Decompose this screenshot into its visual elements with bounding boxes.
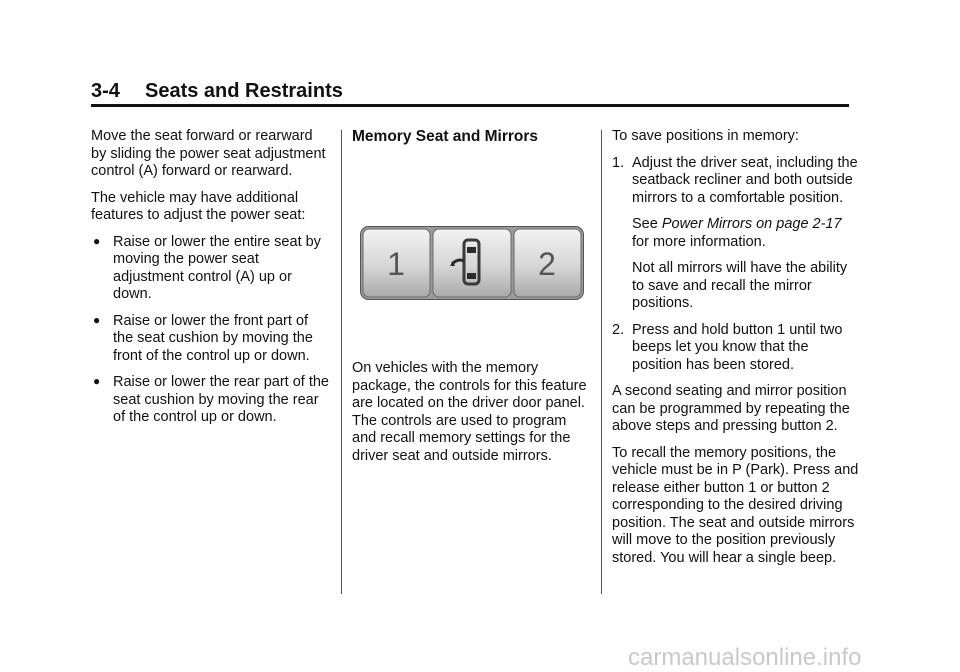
save-steps-list [612, 155, 862, 375]
step-number: 1. [612, 154, 625, 171]
section-heading: Memory Seat and Mirrors [352, 128, 539, 145]
watermark: carmanualsonline.info [628, 644, 862, 671]
column-3 [612, 128, 862, 576]
column-1 [91, 128, 331, 436]
page-title: Seats and Restraints [145, 80, 343, 102]
memory-description [352, 360, 592, 474]
list-item: 1. Adjust the driver seat, including the seatback recliner and both outside mirrors to a comfortable position. See Power Mirrors on page 2-17 for more information. Not all mirrors will have the ability to save and recall the mirror positions. [612, 154, 858, 311]
recall-text: To recall the memory positions, the vehicle must be in P (Park). Press and release either button 1 or button 2 corresponding to the desired driving position. The seat and outside mirrors will move to the position previously stored. You will hear a single beep. [612, 444, 859, 566]
memory-button-1[interactable] [363, 229, 430, 297]
list-item: ● Raise or lower the front part of the seat cushion by moving the front of the control up or down. [93, 312, 313, 364]
second-position-text: A second seating and mirror position can be programmed by repeating the above steps and pressing button 2. [612, 383, 850, 434]
step-number: 2. [612, 321, 625, 338]
memory-set-button[interactable] [433, 229, 511, 297]
seat-intro-text: Move the seat forward or rearward by sliding the power seat adjustment control (A) forward or rearward. [91, 128, 326, 179]
memory-body-text: On vehicles with the memory package, the controls for this feature are located on the driver door panel. The controls are used to program and recall memory settings for the driver seat and outside mirrors. [352, 360, 587, 464]
column-divider-1 [341, 130, 342, 594]
header-rule [91, 104, 849, 107]
section-number: 3-4 [91, 80, 120, 102]
button-label-2: 2 [538, 246, 556, 282]
save-intro-text: To save positions in memory: [612, 128, 799, 144]
list-item: ● Raise or lower the rear part of the seat cushion by moving the rear of the control up or down. [93, 374, 329, 425]
bullet-icon: ● [93, 233, 101, 248]
cross-reference-link[interactable]: Power Mirrors on page 2-17 [661, 216, 842, 232]
memory-button-2[interactable] [514, 229, 581, 297]
column-2 [352, 128, 592, 146]
button-label-1: 1 [387, 246, 405, 282]
page-header [91, 80, 849, 106]
bullet-icon: ● [93, 312, 101, 327]
features-intro-text: The vehicle may have additional features to adjust the power seat: [91, 189, 306, 223]
list-item: 2. Press and hold button 1 until two beeps let you know that the position has been stored. [612, 321, 843, 373]
bullet-icon: ● [93, 374, 101, 388]
list-item: ● Raise or lower the entire seat by moving the power seat adjustment control (A) up or down. [93, 233, 321, 302]
memory-button-panel [360, 226, 584, 300]
column-divider-2 [601, 130, 602, 594]
feature-list [91, 234, 331, 427]
